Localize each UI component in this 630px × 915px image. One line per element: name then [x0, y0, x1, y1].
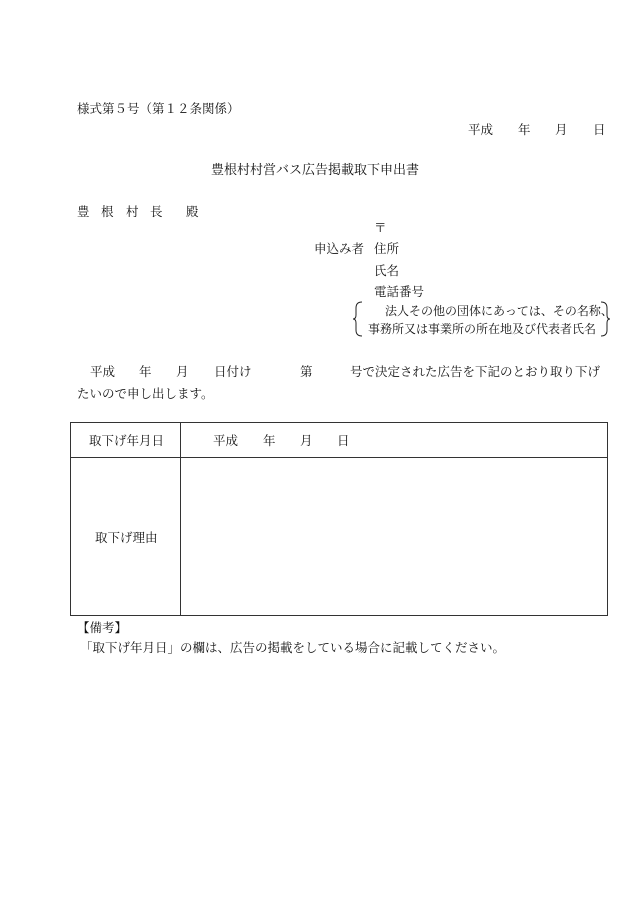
postal-mark: 〒: [374, 220, 387, 235]
phone-label: 電話番号: [374, 284, 425, 299]
applicant-label: 申込み者: [314, 241, 365, 256]
body-rest: 号で決定された広告を下記のとおり取り下げ: [350, 364, 601, 379]
body-era: 平成: [90, 364, 116, 379]
corporate-note-line-2: 事務所又は事業所の所在地及び代表者氏名: [368, 322, 597, 336]
remarks-heading: 【備考】: [77, 620, 128, 635]
body-month: 月: [176, 364, 189, 379]
table-column-divider: [180, 423, 181, 615]
addressee-char-2: 根: [101, 204, 114, 219]
remarks-text: 「取下げ年月日」の欄は、広告の掲載をしている場合に記載してください。: [80, 640, 506, 655]
body-year: 年: [139, 364, 152, 379]
withdrawal-table: [70, 422, 608, 616]
addressee-char-1: 豊: [77, 204, 90, 219]
withdrawal-date-month: 月: [300, 433, 313, 448]
body-dated: 日付け: [214, 364, 252, 379]
address-label: 住所: [374, 241, 400, 256]
withdrawal-date-era: 平成: [213, 433, 239, 448]
withdrawal-date-day: 日: [337, 433, 350, 448]
addressee-char-4: 長: [150, 204, 163, 219]
body-text-line-1: [77, 366, 607, 380]
corporate-note-line-1: 法人その他の団体にあっては、その名称、: [385, 304, 613, 318]
addressee-char-3: 村: [126, 204, 139, 219]
withdrawal-reason-label: 取下げ理由: [95, 530, 158, 545]
withdrawal-date-label: 取下げ年月日: [89, 433, 165, 448]
document-title: 豊根村村営バス広告掲載取下申出書: [210, 163, 419, 178]
date-year: 年: [518, 122, 531, 137]
addressee-honorific: 殿: [186, 204, 199, 219]
date-day: 日: [593, 122, 606, 137]
body-dai: 第: [300, 364, 313, 379]
date-month: 月: [555, 122, 568, 137]
name-label: 氏名: [374, 263, 400, 278]
table-row-divider: [71, 457, 607, 458]
form-number: 様式第５号（第１２条関係）: [77, 101, 240, 116]
withdrawal-date-year: 年: [263, 433, 276, 448]
body-text-line-2: たいので申し出します。: [77, 386, 214, 401]
date-era: 平成: [468, 122, 494, 137]
